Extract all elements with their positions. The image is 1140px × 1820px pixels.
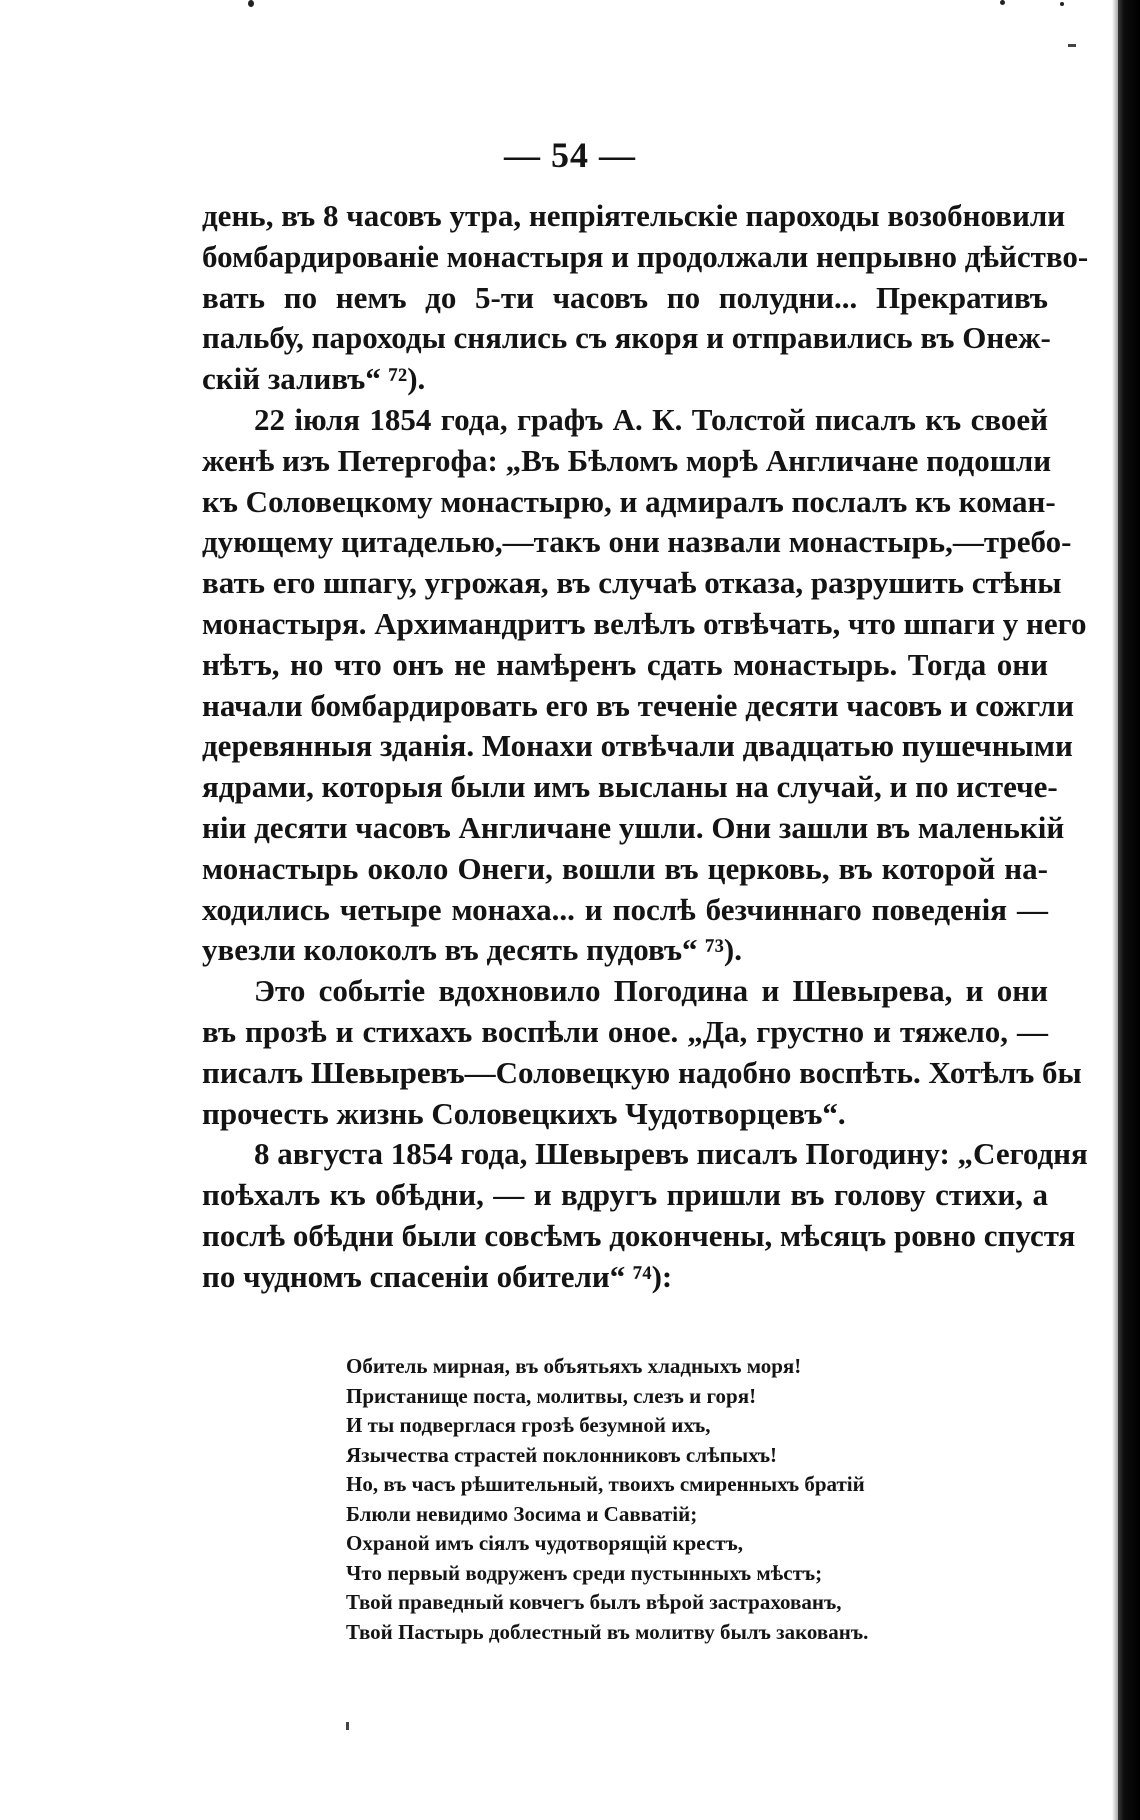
text-line: 22 іюля 1854 года, графъ А. К. Толстой писалъ къ своей xyxy=(254,401,1048,437)
scan-top-specks xyxy=(0,0,1110,14)
text-line: ядрами, которыя были имъ высланы на случай, и по истече- xyxy=(202,769,1058,805)
text-line: увезли колоколъ въ десять пудовъ“ ⁷³). xyxy=(202,932,742,968)
scan-mark xyxy=(346,1722,349,1730)
scan-mark xyxy=(1068,44,1076,47)
paragraph xyxy=(202,1134,1088,1297)
text-line: писалъ Шевыревъ—Соловецкую надобно воспѣть. Хотѣлъ бы xyxy=(202,1054,1082,1090)
poem-line: Блюли невидимо Зосима и Савватій; xyxy=(346,1501,698,1526)
paragraph xyxy=(202,196,1089,400)
poem-line: Твой праведный ковчегъ былъ вѣрой застрахованъ, xyxy=(346,1590,842,1614)
scan-speck xyxy=(248,0,254,7)
poem-line: Пристанище поста, молитвы, слезъ и горя! xyxy=(346,1383,757,1408)
text-line: по чудномъ спасеніи обители“ ⁷⁴): xyxy=(202,1258,673,1294)
poem-line: Твой Пастырь доблестный въ молитву былъ закованъ. xyxy=(346,1619,869,1644)
text-line: пальбу, пароходы снялись съ якоря и отправились въ Онеж- xyxy=(202,320,1051,356)
scan-edge xyxy=(1118,0,1140,1820)
text-line: 8 августа 1854 года, Шевыревъ писалъ Погодину: „Сегодня xyxy=(254,1136,1088,1172)
text-line: начали бомбардировать его въ теченіе десяти часовъ и сожгли xyxy=(202,687,1074,723)
poem xyxy=(346,1352,986,1647)
text-line: ходились четыре монаха... и послѣ безчиннаго поведенія — xyxy=(202,891,1048,927)
scan-speck xyxy=(1060,2,1064,6)
poem-line: И ты подверглася грозѣ безумной ихъ, xyxy=(346,1413,711,1437)
text-line: дующему цитаделью,—такъ они назвали монастырь,—требо- xyxy=(202,524,1072,560)
paragraph xyxy=(202,971,1082,1134)
poem-line: Обитель мирная, въ объятьяхъ хладныхъ моря! xyxy=(346,1354,802,1378)
text-line: день, въ 8 часовъ утра, непріятельскіе пароходы возобновили xyxy=(202,198,1066,233)
text-line: монастыря. Архимандритъ велѣлъ отвѣчать, что шпаги у него xyxy=(202,605,1087,641)
text-line: ніи десяти часовъ Англичане ушли. Они зашли въ маленькій xyxy=(202,809,1065,845)
poem-line: Язычества страстей поклонниковъ слѣпыхъ! xyxy=(346,1442,778,1467)
poem-line: Охраной имъ сіялъ чудотворящій крестъ, xyxy=(346,1531,743,1555)
text-line: вать по немъ до 5-ти часовъ по полудни... Прекративъ xyxy=(202,279,1048,315)
text-line: скій заливъ“ ⁷²). xyxy=(202,361,426,397)
text-line: монастырь около Онеги, вошли въ церковь, въ которой на- xyxy=(202,850,1048,886)
text-line: поѣхалъ къ обѣдни, — и вдругъ пришли въ голову стихи, а xyxy=(202,1177,1048,1213)
text-line: женѣ изъ Петергофа: „Въ Бѣломъ морѣ Англичане подошли xyxy=(202,442,1052,478)
text-line: вать его шпагу, угрожая, въ случаѣ отказа, разрушить стѣны xyxy=(202,565,1062,601)
text-line: деревянныя зданія. Монахи отвѣчали двадцатью пушечными xyxy=(202,728,1073,764)
text-line: въ прозѣ и стихахъ воспѣли оное. „Да, грустно и тяжело, — xyxy=(202,1013,1048,1049)
text-line: Это событіе вдохновило Погодина и Шевырева, и они xyxy=(254,973,1048,1009)
text-line: прочесть жизнь Соловецкихъ Чудотворцевъ“. xyxy=(202,1095,846,1131)
text-line: къ Соловецкому монастырю, и адмиралъ послалъ къ коман- xyxy=(202,483,1056,519)
text-line: бомбардированіе монастыря и продолжали непрывно дѣйство- xyxy=(202,238,1089,274)
text-line: нѣтъ, но что онъ не намѣренъ сдать монастырь. Тогда они xyxy=(202,646,1048,682)
text-line: послѣ обѣдни были совсѣмъ докончены, мѣсяцъ ровно спустя xyxy=(202,1217,1076,1253)
poem-line: Что первый водруженъ среди пустынныхъ мѣстъ; xyxy=(346,1560,823,1585)
poem-line: Но, въ часъ рѣшительный, твоихъ смиренныхъ братій xyxy=(346,1472,865,1496)
body-text xyxy=(202,196,1089,1298)
paragraph xyxy=(202,400,1087,971)
page-number: — 54 — xyxy=(504,135,636,175)
scan-speck xyxy=(1000,0,1005,5)
